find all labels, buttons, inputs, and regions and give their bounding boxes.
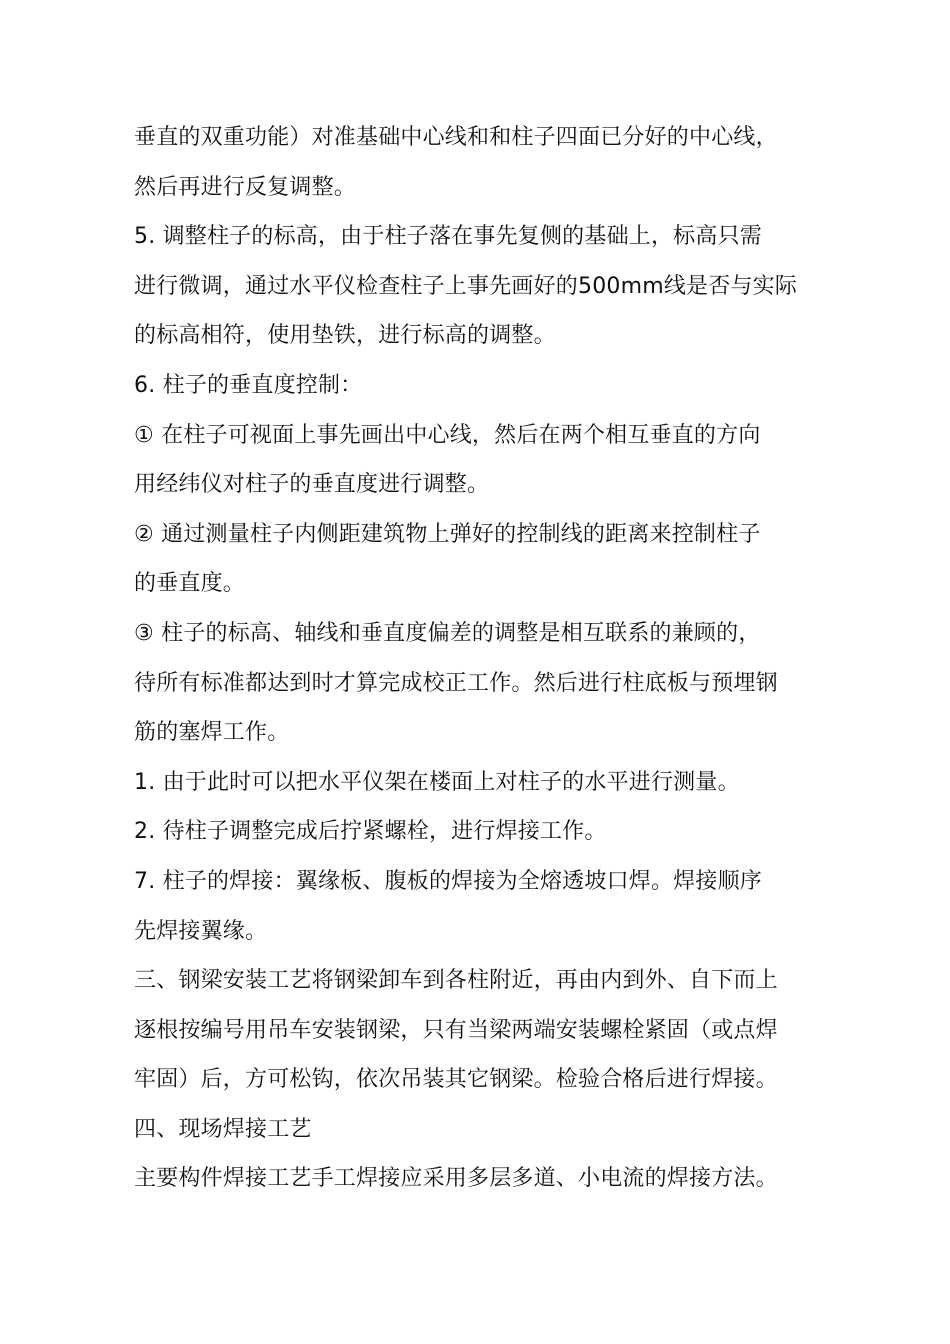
text-line: 1. 由于此时可以把水平仪架在楼面上对柱子的水平进行测量。 xyxy=(134,769,740,795)
text-line: ① 在柱子可视面上事先画出中心线，然后在两个相互垂直的方向 xyxy=(134,422,761,448)
text-line: 先焊接翼缘。 xyxy=(134,918,268,944)
text-line: 四、现场焊接工艺 xyxy=(134,1116,312,1142)
text-line: 然后再进行反复调整。 xyxy=(134,174,357,200)
text-line: 用经纬仪对柱子的垂直度进行调整。 xyxy=(134,472,490,498)
text-line: 垂直的双重功能）对准基础中心线和和柱子四面已分好的中心线， xyxy=(134,125,778,150)
text-line: 5. 调整柱子的标高，由于柱子落在事先复侧的基础上，标高只需 xyxy=(134,224,762,250)
text-line: 的标高相符，使用垫铁，进行标高的调整。 xyxy=(134,323,556,349)
document-body xyxy=(134,113,824,1204)
text-line: 逐根按编号用吊车安装钢梁，只有当梁两端安装螺栓紧固（或点焊 xyxy=(134,1017,778,1043)
text-line: 牢固）后，方可松钩，依次吊装其它钢梁。检验合格后进行焊接。 xyxy=(134,1067,778,1093)
text-line: ② 通过测量柱子内侧距建筑物上弹好的控制线的距离来控制柱子 xyxy=(134,521,761,547)
text-line: 2. 待柱子调整完成后拧紧螺栓，进行焊接工作。 xyxy=(134,819,607,845)
text-line: 7. 柱子的焊接：翼缘板、腹板的焊接为全熔透坡口焊。焊接顺序 xyxy=(134,868,762,894)
text-line: 主要构件焊接工艺手工焊接应采用多层多道、小电流的焊接方法。 xyxy=(134,1166,778,1192)
text-line: 筋的塞焊工作。 xyxy=(134,720,290,746)
text-line: 待所有标准都达到时才算完成校正工作。然后进行柱底板与预埋钢 xyxy=(134,670,778,696)
text-line: 6. 柱子的垂直度控制： xyxy=(134,372,363,398)
text-line: 三、钢梁安装工艺将钢梁卸车到各柱附近，再由内到外、自下而上 xyxy=(134,968,778,994)
text-line: 的垂直度。 xyxy=(134,571,246,597)
text-line: ③ 柱子的标高、轴线和垂直度偏差的调整是相互联系的兼顾的， xyxy=(134,620,761,646)
text-line: 进行微调，通过水平仪检查柱子上事先画好的500mm线是否与实际 xyxy=(134,273,798,299)
